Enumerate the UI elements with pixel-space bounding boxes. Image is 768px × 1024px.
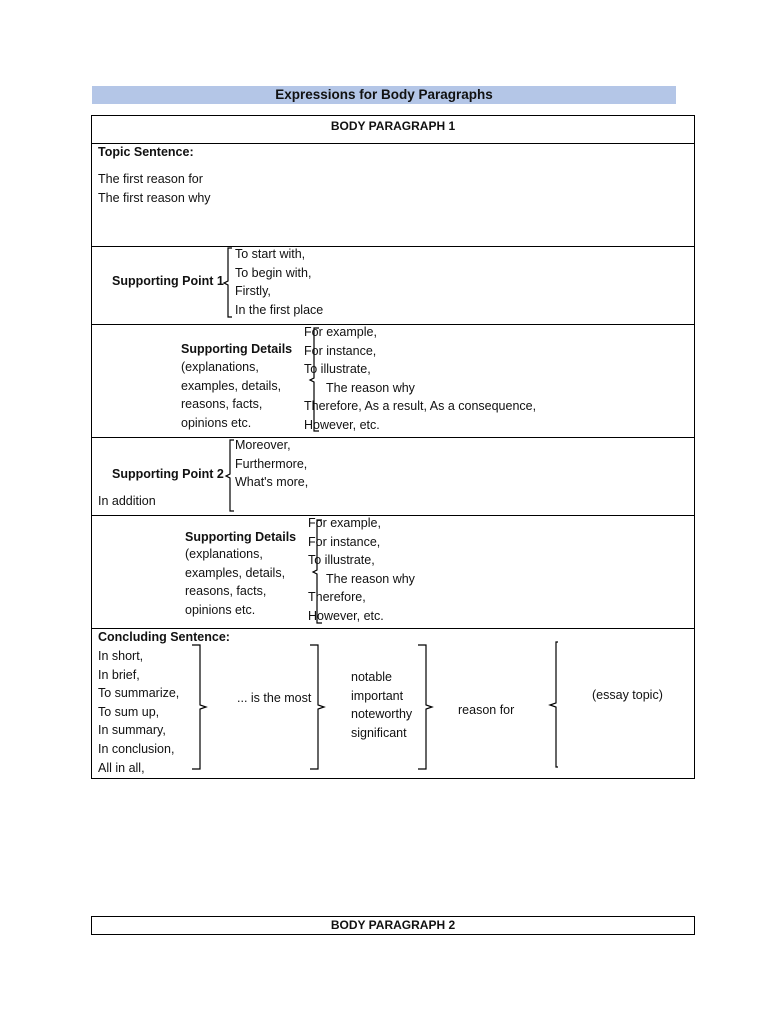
description-line: reasons, facts, xyxy=(181,397,263,412)
left-brace-icon xyxy=(222,248,234,318)
row-divider xyxy=(92,437,694,438)
right-brace-icon xyxy=(310,645,326,770)
expression-item: Firstly, xyxy=(235,284,271,299)
expression-item: Moreover, xyxy=(235,438,291,452)
expression-item: Therefore, As a result, As a consequence, xyxy=(304,399,537,414)
opener-item: All in all, xyxy=(98,760,145,775)
topic-line: The first reason for xyxy=(98,172,203,186)
supporting-point-1-label: Supporting Point 1 xyxy=(112,274,224,288)
row-divider xyxy=(92,246,694,247)
supporting-point-1-expressions xyxy=(235,245,323,319)
supporting-details-2-label: Supporting Details xyxy=(185,530,297,544)
topic-line: The first reason why xyxy=(98,190,211,205)
expression-item: In the first place xyxy=(235,302,324,317)
description-line: (explanations, xyxy=(181,360,259,374)
supporting-point-2-extra: In addition xyxy=(98,494,156,508)
description-line: opinions etc. xyxy=(185,602,256,617)
body-paragraph-2-header: BODY PARAGRAPH 2 xyxy=(91,916,695,935)
expression-item: To start with, xyxy=(235,247,306,261)
opener-item: To sum up, xyxy=(98,704,160,719)
adjective-item: noteworthy xyxy=(351,707,413,722)
opener-item: To summarize, xyxy=(98,686,180,701)
right-brace-icon xyxy=(418,645,434,770)
adjective-options xyxy=(351,668,412,742)
concluding-sentence-label: Concluding Sentence: xyxy=(98,630,230,644)
expression-item: For instance, xyxy=(304,343,377,358)
topic-sentence-lines xyxy=(98,170,211,207)
adjective-item: important xyxy=(351,688,404,703)
expression-item: Therefore, xyxy=(308,590,366,605)
expression-item: The reason why xyxy=(326,571,415,586)
expression-item: For example, xyxy=(304,325,377,339)
supporting-details-2-description xyxy=(185,545,285,619)
is-the-most-phrase: ... is the most xyxy=(237,691,312,705)
description-line: (explanations, xyxy=(185,547,263,561)
expression-item: However, etc. xyxy=(304,417,380,432)
expression-item: For example, xyxy=(308,516,381,530)
opener-item: In brief, xyxy=(98,667,140,682)
expression-item: To begin with, xyxy=(235,265,312,280)
description-line: opinions etc. xyxy=(181,415,252,430)
supporting-point-2-label: Supporting Point 2 xyxy=(112,467,224,481)
supporting-details-1-expressions xyxy=(304,323,536,435)
adjective-item: notable xyxy=(351,670,393,684)
expression-item: For instance, xyxy=(308,534,381,549)
left-brace-icon xyxy=(548,642,564,768)
expression-item: However, etc. xyxy=(308,608,384,623)
right-brace-icon xyxy=(192,645,208,770)
document-title: Expressions for Body Paragraphs xyxy=(92,86,676,104)
description-line: reasons, facts, xyxy=(185,584,267,599)
opener-item: In summary, xyxy=(98,723,166,738)
concluding-openers xyxy=(98,647,179,777)
expression-item: The reason why xyxy=(326,380,415,395)
description-line: examples, details, xyxy=(185,565,286,580)
description-line: examples, details, xyxy=(181,378,282,393)
expression-item: To illustrate, xyxy=(308,553,375,568)
body-paragraph-1-header: BODY PARAGRAPH 1 xyxy=(330,119,456,133)
reason-for-phrase: reason for xyxy=(458,703,515,717)
opener-item: In short, xyxy=(98,649,144,663)
supporting-details-1-description xyxy=(181,358,281,432)
topic-sentence-label: Topic Sentence: xyxy=(98,145,194,159)
expression-item: To illustrate, xyxy=(304,362,371,377)
expression-item: Furthermore, xyxy=(235,456,308,471)
expression-item: What's more, xyxy=(235,475,309,490)
essay-topic-placeholder: (essay topic) xyxy=(592,688,663,702)
supporting-point-2-expressions xyxy=(235,436,308,492)
adjective-item: significant xyxy=(351,725,407,740)
supporting-details-2-expressions xyxy=(308,514,415,626)
supporting-details-1-label: Supporting Details xyxy=(181,342,293,356)
opener-item: In conclusion, xyxy=(98,741,175,756)
